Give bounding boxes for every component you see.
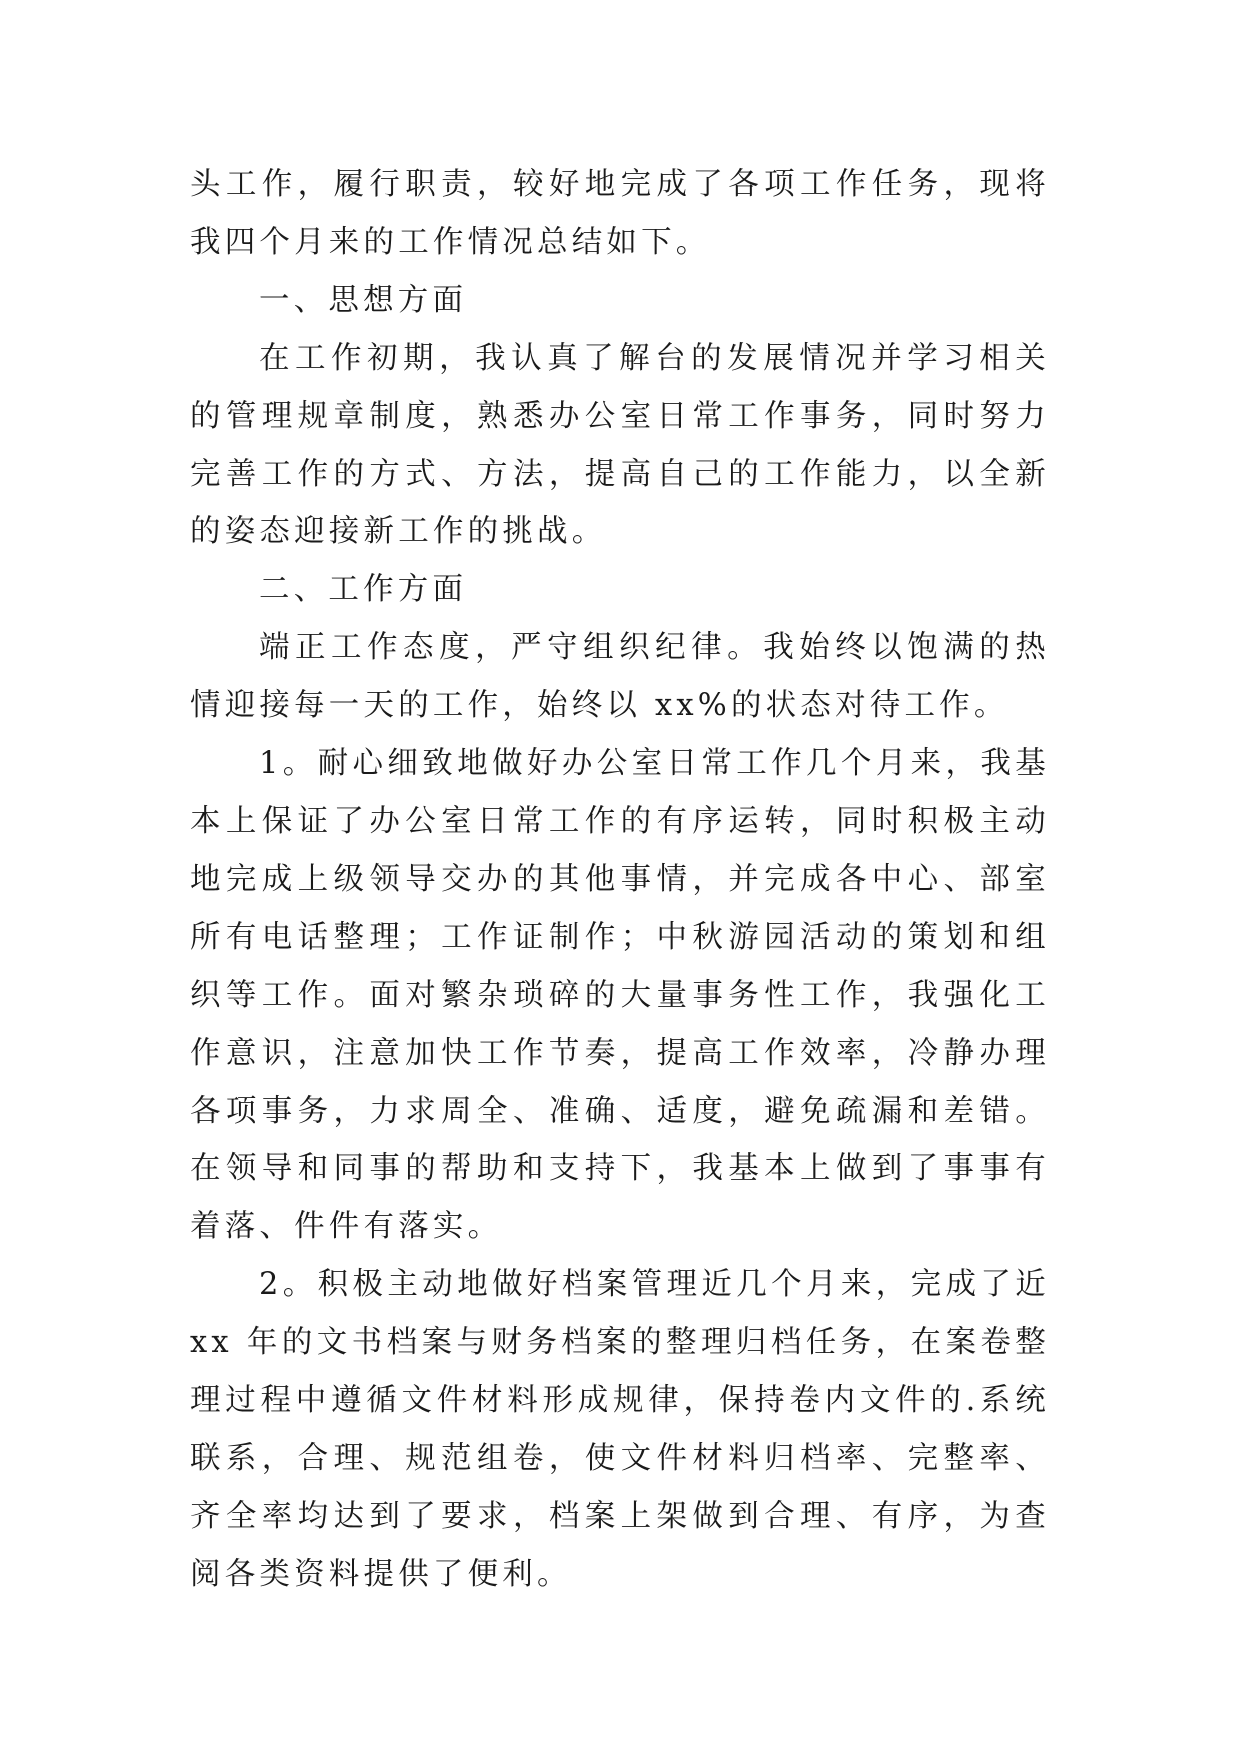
paragraph-continuation: 头工作，履行职责，较好地完成了各项工作任务，现将我四个月来的工作情况总结如下。 [190, 167, 1050, 260]
paragraph-item-1: 1。耐心细致地做好办公室日常工作几个月来，我基本上保证了办公室日常工作的有序运转，同时积极主动地完成上级领导交办的其他事情，并完成各中心、部室所有电话整理；工作证制作；中秋游园活动的策划和组织等工作。面对繁杂琐碎的大量事务性工作，我强化工作意识，注意加快工作节奏，提高工作效率，冷静办理各项事务，力求周全、准确、适度，避免疏漏和差错。在领导和同事的帮助和支持下，我基本上做到了事事有着落、件件有落实。 [190, 746, 1050, 1245]
paragraph-work-attitude: 端正工作态度，严守组织纪律。我始终以饱满的热情迎接每一天的工作，始终以 xx%的状态对待工作。 [190, 630, 1050, 724]
section-heading-thought: 一、思想方面 [259, 282, 468, 318]
section-heading-work: 二、工作方面 [259, 572, 468, 608]
document-body [190, 156, 1050, 1604]
paragraph-item-2: 2。积极主动地做好档案管理近几个月来，完成了近 xx 年的文书档案与财务档案的整理归档任务，在案卷整理过程中遵循文件材料形成规律，保持卷内文件的.系统联系，合理、规范组卷，使文件材料归档率、完整率、齐全率均达到了要求，档案上架做到合理、有序，为查阅各类资料提供了便利。 [190, 1267, 1050, 1592]
paragraph-thought: 在工作初期，我认真了解台的发展情况并学习相关的管理规章制度，熟悉办公室日常工作事务，同时努力完善工作的方式、方法，提高自己的工作能力，以全新的姿态迎接新工作的挑战。 [190, 340, 1050, 550]
